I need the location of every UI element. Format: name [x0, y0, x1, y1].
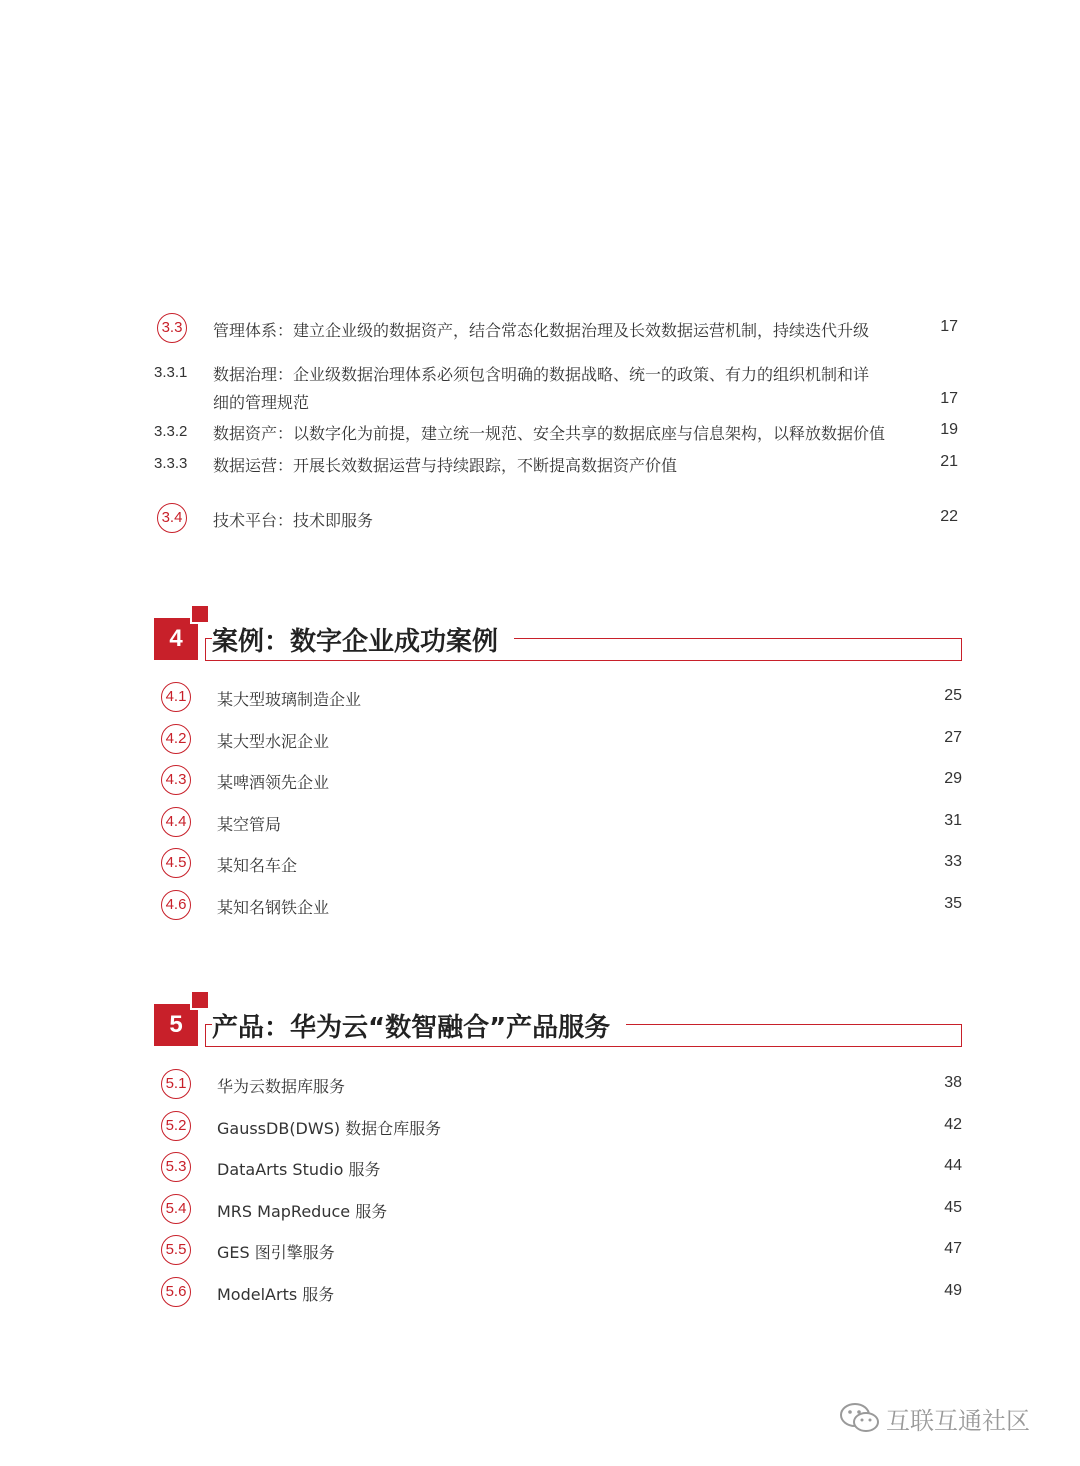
toc-entry-title: GaussDB(DWS) 数据仓库服务 — [217, 1118, 442, 1138]
subsection-number: 3.3.2 — [154, 423, 188, 440]
toc-entry-5-1[interactable] — [0, 1069, 1080, 1099]
toc-entry-5-3[interactable] — [0, 1152, 1080, 1182]
toc-entry-title: 数据资产：以数字化为前提，建立统一规范、安全共享的数据底座与信息架构，以释放数据价值 — [213, 424, 886, 443]
watermark-text: 互联互通社区 — [886, 1406, 1030, 1435]
toc-entry-title: MRS MapReduce 服务 — [217, 1201, 388, 1221]
subsection-number: 3.3.1 — [154, 364, 188, 381]
section-title: 案例：数字企业成功案例 — [212, 621, 514, 658]
section-badge: 5.2 — [161, 1111, 191, 1141]
toc-entry-4-2[interactable] — [0, 724, 1080, 754]
toc-entry-title: 某空管局 — [217, 814, 282, 834]
toc-entry-title: 技术平台：技术即服务 — [213, 511, 374, 530]
toc-entry-4-1[interactable] — [0, 682, 1080, 712]
section-badge: 5.3 — [161, 1152, 191, 1182]
toc-entry-5-4[interactable] — [0, 1194, 1080, 1224]
toc-entry-page: 33 — [944, 853, 962, 871]
toc-entry-3-3-2[interactable] — [0, 421, 1080, 451]
section-badge: 5.5 — [161, 1235, 191, 1265]
heading-corner-square — [190, 604, 210, 624]
toc-entry-title: DataArts Studio 服务 — [217, 1160, 381, 1180]
toc-entry-title: 某啤酒领先企业 — [217, 773, 330, 793]
subsection-number: 3.3.3 — [154, 455, 188, 472]
toc-entry-title: 某知名钢铁企业 — [217, 898, 330, 917]
section-badge: 5.6 — [161, 1277, 191, 1307]
toc-entry-5-6[interactable] — [0, 1277, 1080, 1307]
toc-entry-3-4[interactable] — [0, 503, 1080, 533]
toc-entry-4-5[interactable] — [0, 848, 1080, 878]
section-badge: 4.1 — [161, 682, 191, 712]
toc-entry-title: 某大型水泥企业 — [217, 731, 330, 751]
toc-entry-page: 47 — [944, 1240, 962, 1258]
section-badge: 4.5 — [161, 848, 191, 878]
toc-entry-page: 38 — [944, 1074, 962, 1091]
section-number-block: 4 — [154, 618, 198, 660]
toc-entry-page: 29 — [944, 770, 962, 788]
toc-entry-title: ModelArts 服务 — [217, 1285, 335, 1304]
section-badge: 4.3 — [161, 765, 191, 795]
section-badge: 3.3 — [157, 313, 187, 343]
toc-entry-title: 管理体系：建立企业级的数据资产，结合常态化数据治理及长效数据运营机制，持续迭代升级 — [213, 321, 870, 340]
toc-entry-title: 数据治理：企业级数据治理体系必须包含明确的数据战略、统一的政策、有力的组织机制和详 — [213, 365, 870, 384]
toc-entry-page: 27 — [944, 728, 962, 746]
section-badge: 4.6 — [161, 890, 191, 920]
toc-entry-page: 49 — [944, 1282, 962, 1299]
toc-entry-5-5[interactable] — [0, 1235, 1080, 1265]
toc-entry-page: 17 — [940, 390, 958, 407]
toc-entry-3-3-1[interactable] — [0, 362, 1080, 414]
section-badge: 4.4 — [161, 807, 191, 837]
toc-entry-3-3[interactable] — [0, 313, 1080, 343]
toc-entry-title-continued: 细的管理规范 — [213, 393, 310, 412]
toc-entry-page: 22 — [940, 508, 958, 525]
watermark — [838, 1398, 1030, 1438]
heading-corner-square — [190, 990, 210, 1010]
section-5-heading — [0, 990, 1080, 1050]
section-badge: 5.4 — [161, 1194, 191, 1224]
toc-entry-page: 25 — [944, 687, 962, 704]
toc-entry-4-6[interactable] — [0, 890, 1080, 920]
section-badge: 4.2 — [161, 724, 191, 754]
toc-entry-5-2[interactable] — [0, 1111, 1080, 1141]
section-title: 产品：华为云“数智融合”产品服务 — [212, 1007, 626, 1044]
toc-entry-page: 31 — [944, 811, 962, 829]
toc-entry-4-3[interactable] — [0, 765, 1080, 795]
toc-entry-4-4[interactable] — [0, 807, 1080, 837]
toc-entry-title: GES 图引擎服务 — [217, 1243, 335, 1263]
toc-entry-title: 华为云数据库服务 — [217, 1077, 346, 1096]
section-badge: 3.4 — [157, 503, 187, 533]
section-badge: 5.1 — [161, 1069, 191, 1099]
toc-entry-page: 45 — [944, 1198, 962, 1216]
toc-entry-page: 35 — [944, 895, 962, 912]
toc-entry-title: 某大型玻璃制造企业 — [217, 690, 362, 709]
toc-entry-page: 44 — [944, 1157, 962, 1175]
toc-entry-3-3-3[interactable] — [0, 453, 1080, 483]
toc-entry-title: 数据运营：开展长效数据运营与持续跟踪，不断提高数据资产价值 — [213, 456, 678, 475]
section-4-heading — [0, 604, 1080, 664]
section-number-block: 5 — [154, 1004, 198, 1046]
toc-entry-page: 42 — [944, 1115, 962, 1133]
toc-entry-page: 19 — [940, 421, 958, 438]
toc-entry-page: 21 — [940, 453, 958, 470]
toc-entry-title: 某知名车企 — [217, 856, 298, 876]
toc-entry-page: 17 — [940, 318, 958, 335]
wechat-icon — [838, 1401, 882, 1435]
